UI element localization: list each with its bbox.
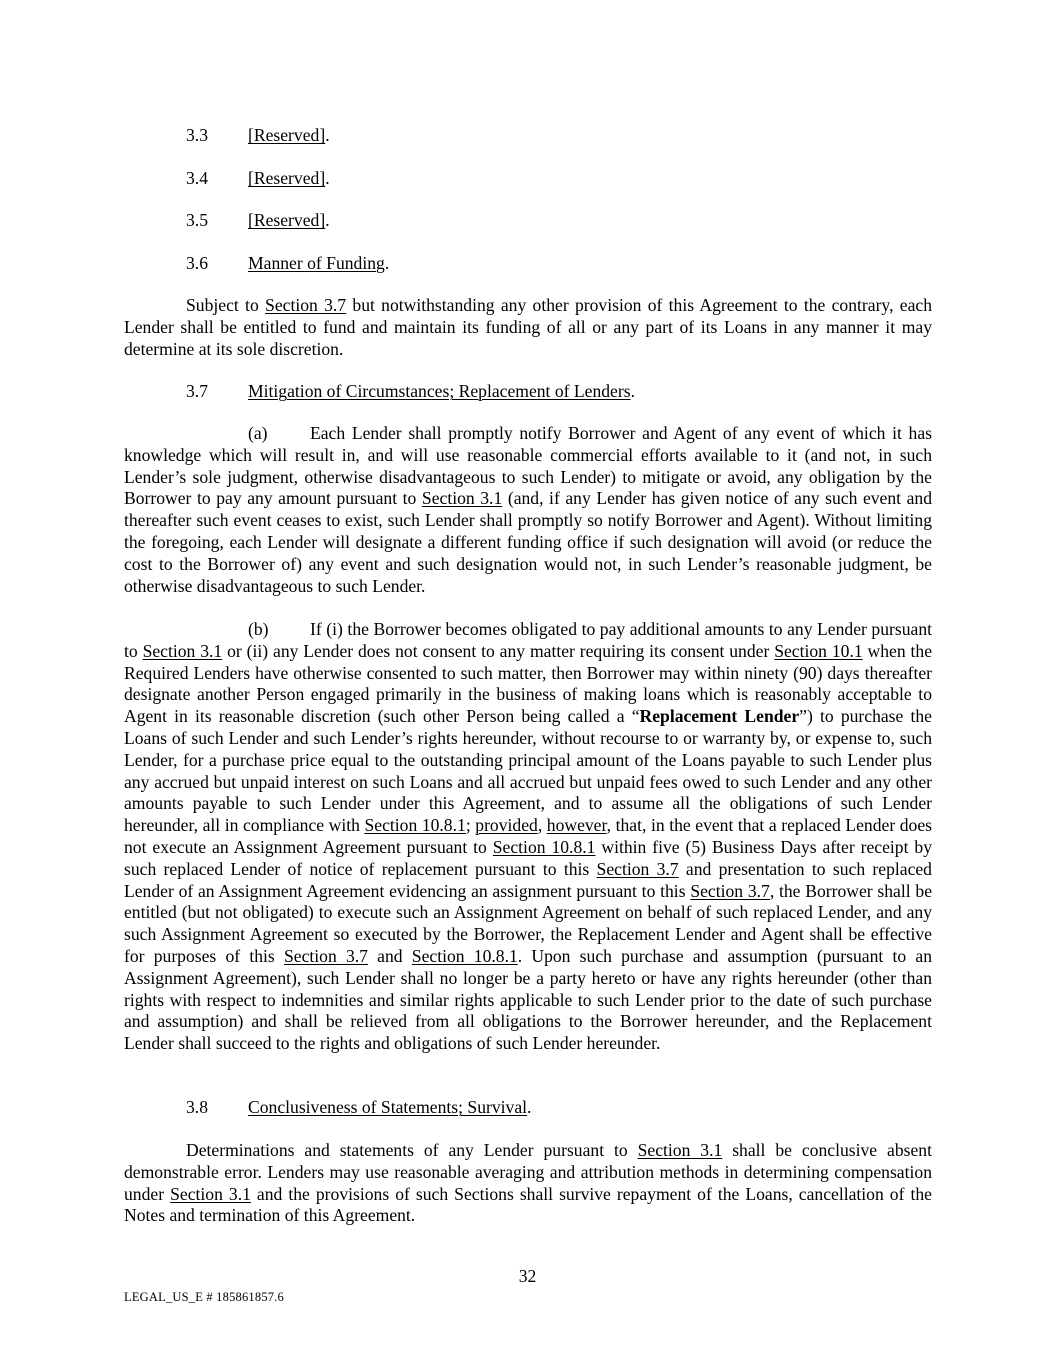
section-heading-3-4: 3.4 [Reserved]. xyxy=(186,168,330,188)
subsection-label: (a) xyxy=(248,423,268,443)
paragraph-3-7-a: (a) Each Lender shall promptly notify Borrower and Agent of any event of which it has knowledge which will result in, and will use reasonable commercial efforts available to it (and not, in such Lender’s sole judgment, otherwise disadvantageous to such Lender) to mitigate or avoid, any obligation by the Borrower to pay any amount pursuant to Section 3.1 (and, if any Lender has given notice of any such event and thereafter such event ceases to exist, such Lender shall promptly so notify Borrower and Agent). Without limiting the foregoing, each Lender will designate a different funding office if such designation will avoid (or reduce the cost to the Borrower of) any event and such designation would not, in such Lender’s reasonable judgment, be otherwise disadvantageous to such Lender. xyxy=(124,423,933,596)
defined-term: Replacement Lender xyxy=(639,706,800,727)
section-number: 3.7 xyxy=(186,381,208,401)
section-heading-3-8: 3.8 Conclusiveness of Statements; Survival. xyxy=(186,1097,532,1117)
section-title: Mitigation of Circumstances; Replacement of Lenders xyxy=(248,381,631,401)
section-number: 3.4 xyxy=(186,168,208,188)
section-reference: Section 3.7 xyxy=(265,295,347,315)
proviso-term: provided xyxy=(475,815,538,836)
section-reference: Section 3.7 xyxy=(596,858,679,879)
section-reference: Section 3.1 xyxy=(170,1183,251,1204)
section-number: 3.6 xyxy=(186,253,208,273)
section-number: 3.3 xyxy=(186,125,208,145)
section-title: [Reserved] xyxy=(248,125,326,145)
section-heading-3-7: 3.7 Mitigation of Circumstances; Replacement of Lenders. xyxy=(186,381,635,401)
paragraph-3-7-b: (b) If (i) the Borrower becomes obligated to pay additional amounts to any Lender pursuant to Section 3.1 or (ii) any Lender does not consent to any matter requiring its consent under Section 10.1 when the Required Lenders have otherwise consented to such matter, then Borrower may within ninety (90) days thereafter designate another Person engaged primarily in the business of making loans which is reasonably acceptable to Agent in its reasonable discretion (such other Person being called a “Replacement Lender”) to purchase the Loans of such Lender and such Lender’s rights hereunder, without recourse to or warranty by, or expense to, such Lender, for a purchase price equal to the outstanding principal amount of the Loans payable to such Lender plus any accrued but unpaid interest on such Loans and all accrued but unpaid fees owed to such Lender and any other amounts payable to such Lender under this Agreement, and to assume all the obligations of such Lender hereunder, all in compliance with Section 10.8.1; provided, however, that, in the event that a replaced Lender does not execute an Assignment Agreement pursuant to Section 10.8.1 within five (5) Business Days after receipt by such replaced Lender of notice of replacement pursuant to this Section 3.7 and presentation to such replaced Lender of an Assignment Agreement evidencing an assignment pursuant to this Section 3.7, the Borrower shall be entitled (but not obligated) to execute such an Assignment Agreement on behalf of such replaced Lender, and any such Assignment Agreement so executed by the Borrower, the Replacement Lender and Agent shall be effective for purposes of this Section 3.7 and Section 10.8.1. Upon such purchase and assumption (pursuant to an Assignment Agreement), such Lender shall no longer be a party hereto or have any rights hereunder (other than rights with respect to indemnities and similar rights applicable to such Lender prior to the date of such purchase and assumption) and shall be relieved from all obligations to the Borrower hereunder, and the Replacement Lender shall succeed to the rights and obligations of such Lender hereunder. xyxy=(124,619,933,1054)
paragraph-3-8: Determinations and statements of any Lender pursuant to Section 3.1 shall be conclusive absent demonstrable error. Lenders may use reasonable averaging and attribution methods in determining compensation under Section 3.1 and the provisions of such Sections shall survive repayment of the Loans, cancellation of the Notes and termination of this Agreement. xyxy=(124,1140,932,1226)
section-reference: Section 3.7 xyxy=(283,945,368,966)
section-title: Manner of Funding xyxy=(248,253,385,273)
section-reference: Section 10.8.1 xyxy=(492,836,596,857)
section-heading-3-5: 3.5 [Reserved]. xyxy=(186,210,330,230)
subsection-label: (b) xyxy=(248,619,269,639)
section-reference: Section 3.1 xyxy=(142,640,223,661)
section-reference: Section 10.8.1 xyxy=(411,945,518,966)
section-title: [Reserved] xyxy=(248,168,326,188)
section-heading-3-3: 3.3 [Reserved]. xyxy=(186,125,330,145)
section-heading-3-6: 3.6 Manner of Funding. xyxy=(186,253,390,273)
section-reference: Section 3.1 xyxy=(637,1140,723,1160)
section-number: 3.5 xyxy=(186,210,208,230)
section-reference: Section 10.1 xyxy=(774,640,863,661)
section-number: 3.8 xyxy=(186,1097,208,1117)
section-reference: Section 3.7 xyxy=(690,880,770,901)
section-title: Conclusiveness of Statements; Survival xyxy=(248,1097,528,1117)
section-reference: Section 3.1 xyxy=(421,488,503,509)
section-title: [Reserved] xyxy=(248,210,326,230)
page-number: 32 xyxy=(518,1266,537,1286)
document-id: LEGAL_US_E # 185861857.6 xyxy=(124,1290,285,1304)
paragraph-3-6: Subject to Section 3.7 but notwithstanding any other provision of this Agreement to the contrary, each Lender shall be entitled to fund and maintain its funding of all or any part of its Loans in any manner it may determine at its sole discretion. xyxy=(124,295,932,359)
proviso-term: however xyxy=(546,815,607,836)
section-reference: Section 10.8.1 xyxy=(364,815,466,836)
